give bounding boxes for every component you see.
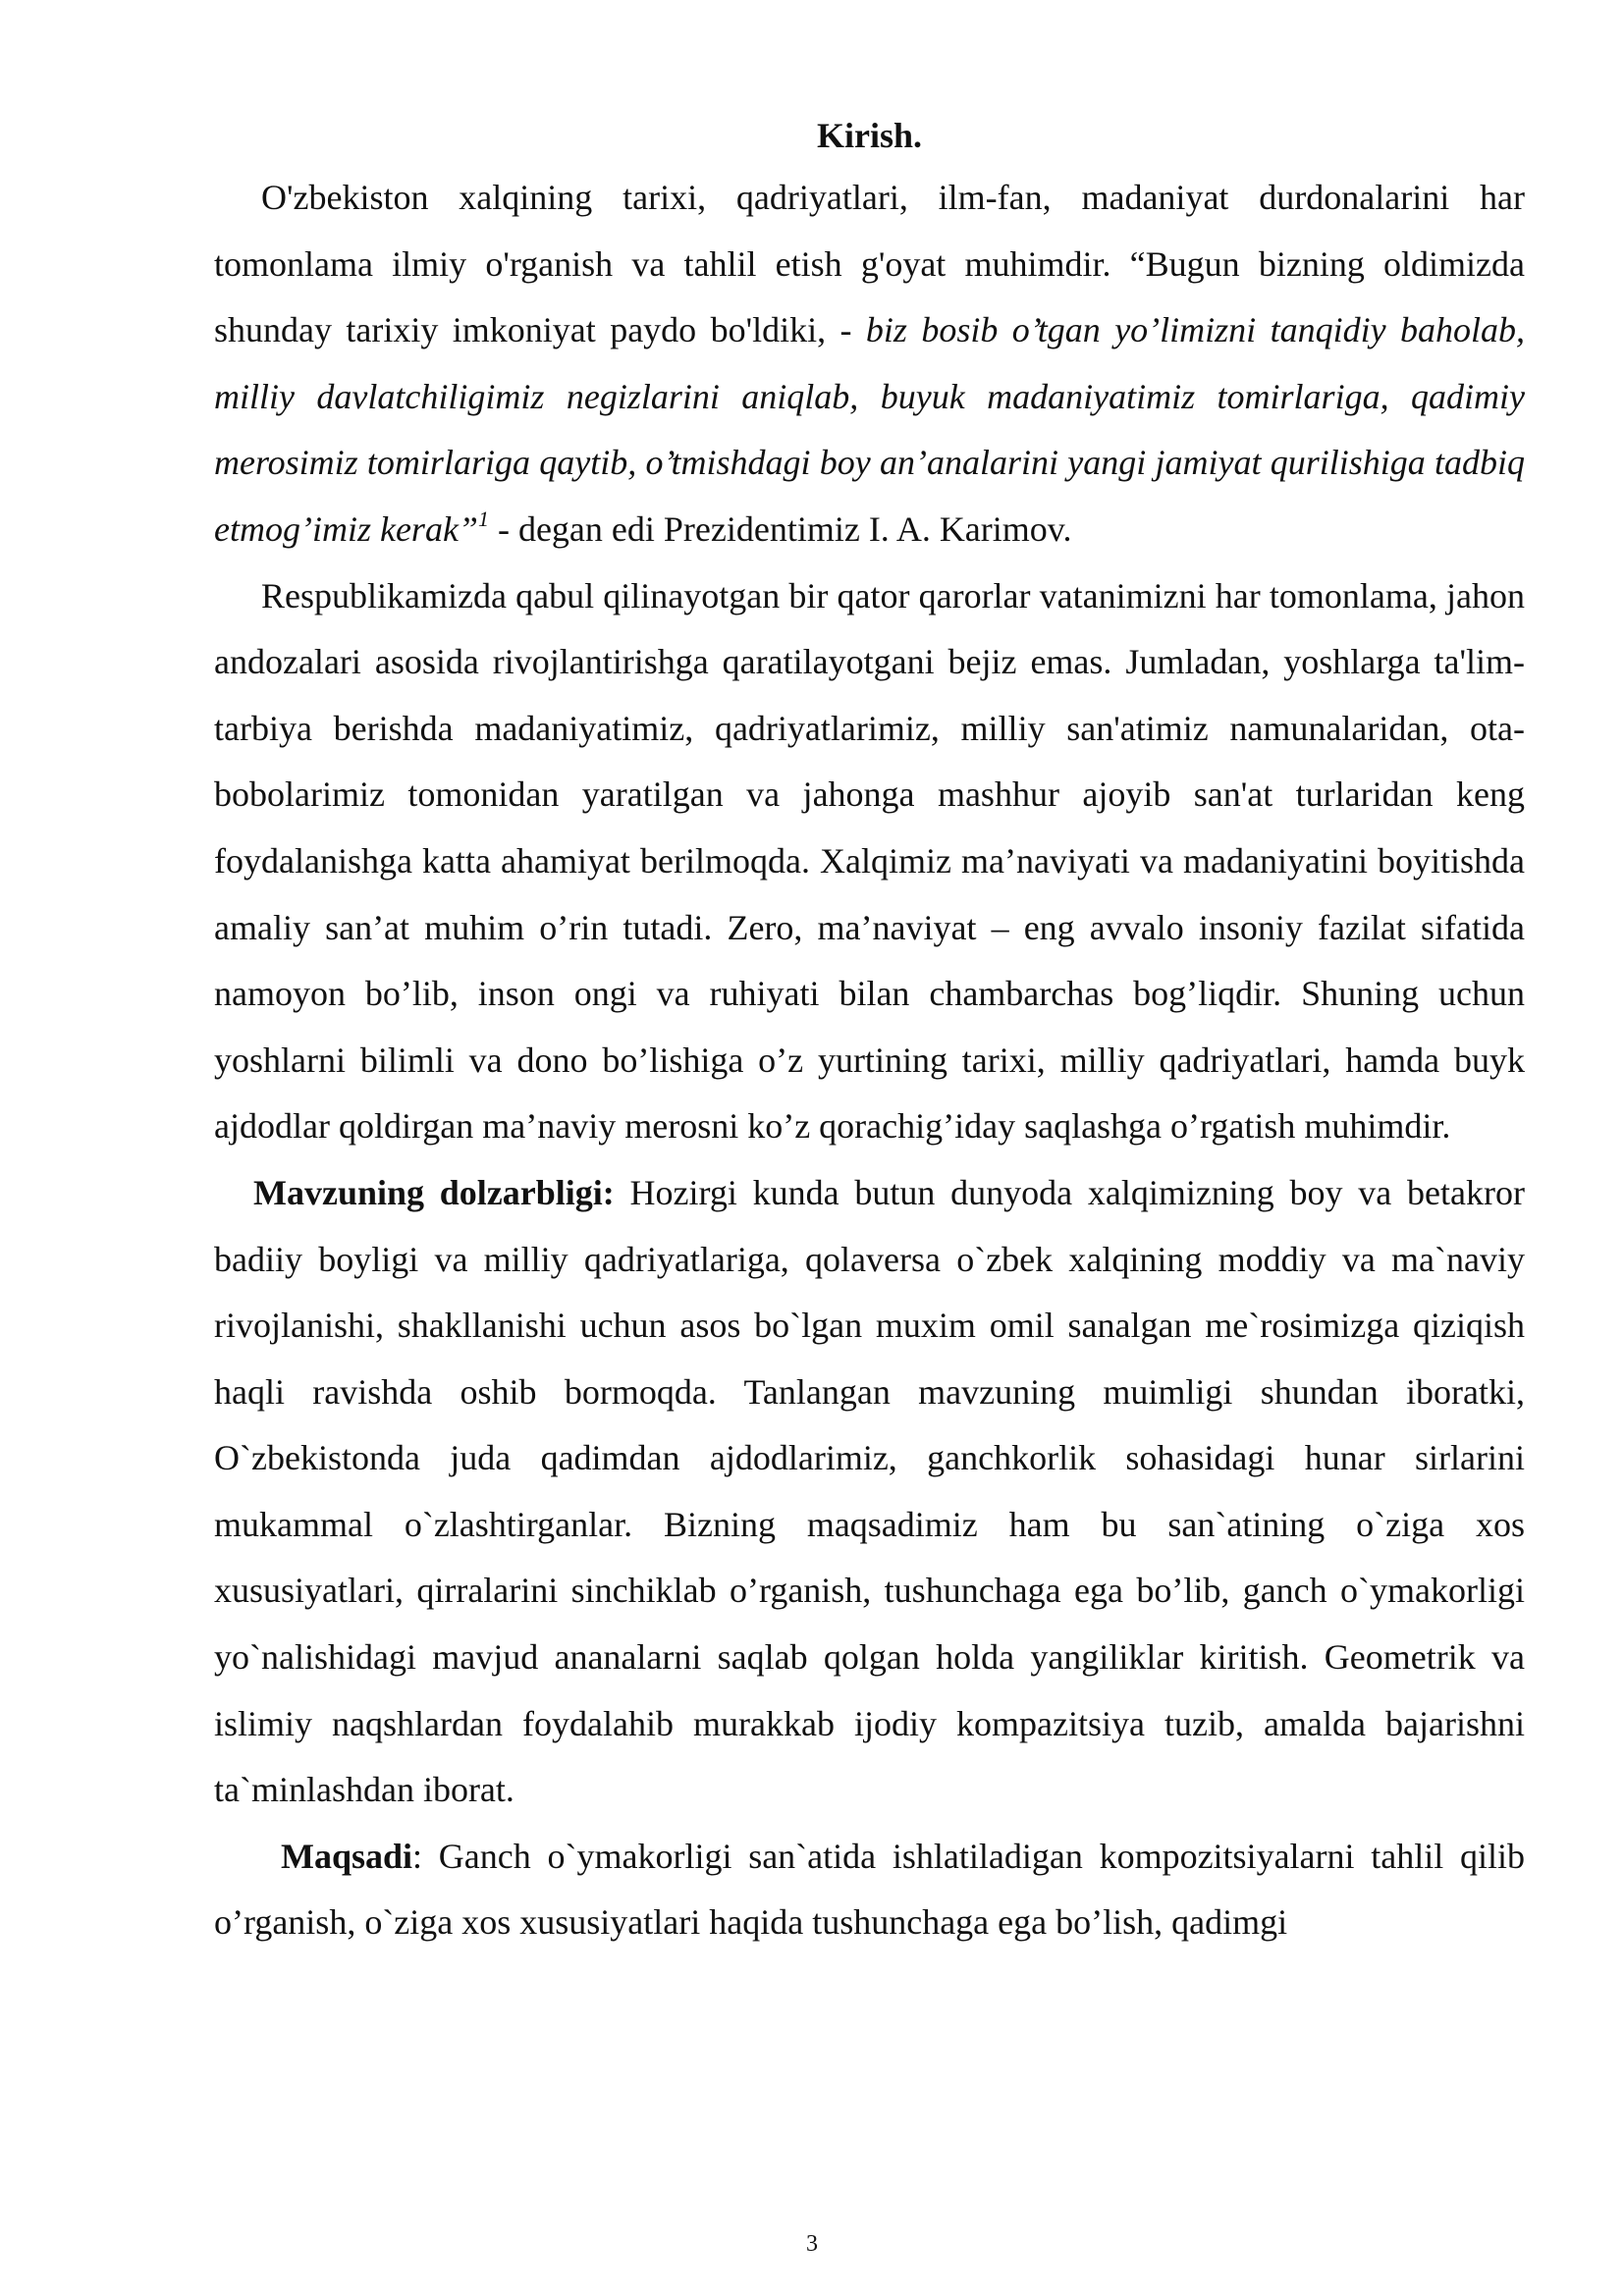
- page-number: 3: [806, 2231, 818, 2257]
- goal-label: Maqsadi: [281, 1836, 413, 1876]
- intro-text-end: - degan edi Prezidentimiz I. A. Karimov.: [488, 508, 1072, 549]
- goal-paragraph: [214, 1824, 1525, 1956]
- relevance-text: Hozirgi kunda butun dunyoda xalqimizning boy va betakror badiiy boyligi va milliy qadriyatlariga, qolaversa o`zbek xalqining moddiy va ma`naviy rivojlanishi, shakllanishi uchun asos bo`lgan muxim omil sanalgan me`rosimizga qiziqish haqli ravishda oshib bormoqda. Tanlangan mavzuning muimligi shundan iboratki, O`zbekistonda juda qadimdan ajdodlarimiz, ganchkorlik sohasidagi hunar sirlarini mukammal o`zlashtirganlar. Bizning maqsadimiz ham bu san`atining o`ziga xos xususiyatlari, qirralarini sinchiklab o’rganish, tushunchaga ega bo’lib, ganch o`ymakorligi yo`nalishidagi mavjud ananalarni saqlab qolgan holda yangiliklar kiritish. Geometrik va islimiy naqshlardan foydalahib murakkab ijodiy kompazitsiya tuzib, amalda bajarishni ta`minlashdan iborat.: [214, 1172, 1525, 1810]
- page-title: Kirish.: [816, 116, 922, 155]
- document-page: [214, 116, 1525, 1956]
- relevance-label: Mavzuning dolzarbligi:: [253, 1172, 615, 1212]
- intro-quote: biz bosib o’tgan yo’limizni tanqidiy baholab, milliy davlatchiligimiz negizlarini aniqlab, buyuk madaniyatimiz tomirlariga, qadimiy merosimiz tomirlariga qaytib, o’tmishdagi boy an’analarini yangi jamiyat qurilishiga tadbiq etmog’imiz kerak”: [214, 310, 1526, 549]
- body-paragraph: Respublikamizda qabul qilinayotgan bir qator qarorlar vatanimizni har tomonlama, jahon andozalari asosida rivojlantirishga qaratilayotgani bejiz emas. Jumladan, yoshlarga ta'lim-tarbiya berishda madaniyatimiz, qadriyatlarimiz, milliy san'atimiz namunalaridan, ota-bobolarimiz tomonidan yaratilgan va jahonga mashhur ajoyib san'at turlaridan keng foydalanishga katta ahamiyat berilmoqda. Xalqimiz ma’naviyati va madaniyatini boyitishda amaliy san’at muhim o’rin tutadi. Zero, ma’naviyat – eng avvalo insoniy fazilat sifatida namoyon bo’lib, inson ongi va ruhiyati bilan chambarchas bog’liqdir. Shuning uchun yoshlarni bilimli va dono bo’lishiga o’z yurtining tarixi, milliy qadriyatlari, hamda buyk ajdodlar qoldirgan ma’naviy merosni ko’z qorachig’iday saqlashga o’rgatish muhimdir.: [214, 575, 1525, 1147]
- goal-text: : Ganch o`ymakorligi san`atida ishlatiladigan kompozitsiyalarni tahlil qilib o’rganish, o`ziga xos xususiyatlari haqida tushunchaga ega bo’lish, qadimgi: [214, 1836, 1525, 1943]
- intro-paragraph: [214, 165, 1525, 563]
- intro-text-start: O'zbekiston xalqining tarixi, qadriyatlari, ilm-fan, madaniyat durdonalarini har tomonlama ilmiy o'rganish va tahlil etish g'oyat muhimdir. “Bugun bizning oldimizda shunday tarixiy imkoniyat paydo bo'ldiki, -: [214, 178, 1525, 350]
- footnote-mark: 1: [477, 506, 489, 531]
- relevance-paragraph: [214, 1160, 1525, 1824]
